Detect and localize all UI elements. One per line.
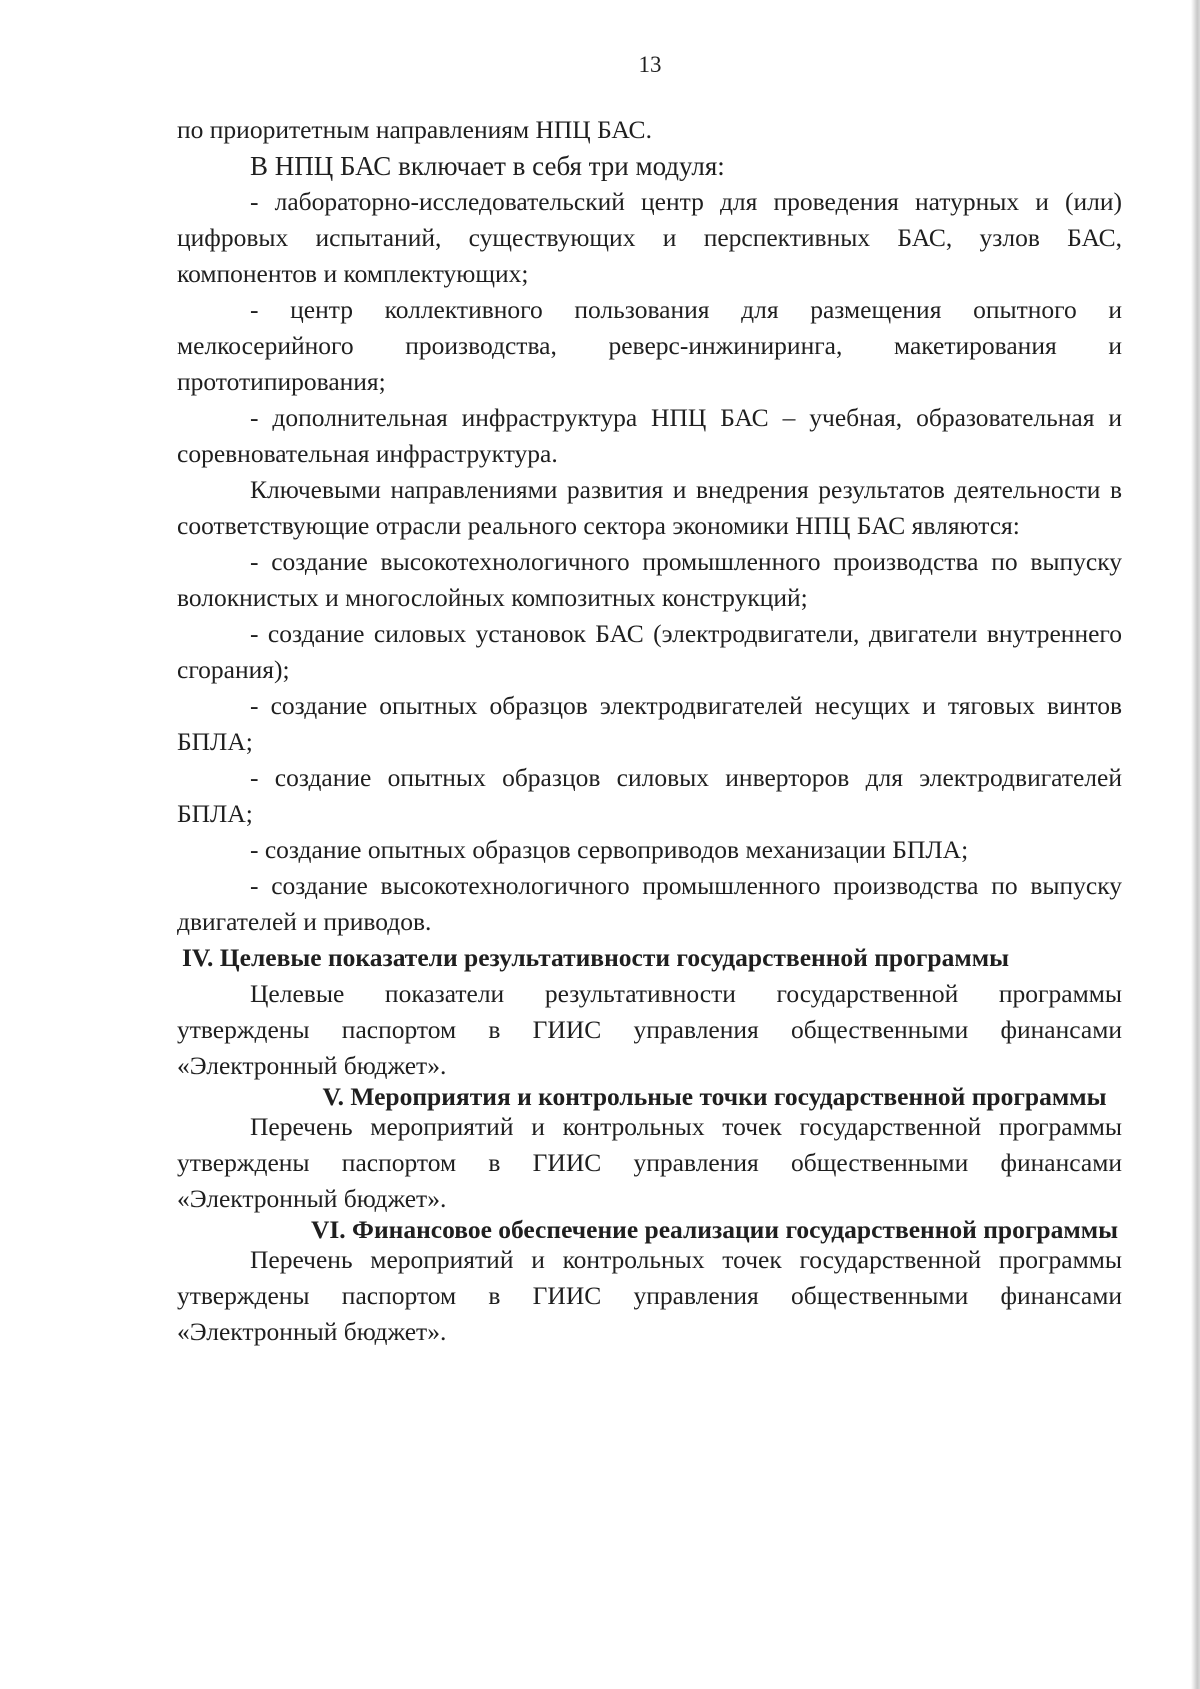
list-item-engines-production: - создание высокотехнологичного промышленного производства по выпуску двигателей и приводов. — [177, 871, 1122, 936]
list-item-power-units: - создание силовых установок БАС (электродвигатели, двигатели внутреннего сгорания); — [177, 619, 1122, 684]
section-text-iv: Целевые показатели результативности государственной программы утверждены паспортом в ГИИС управления общественными финансами «Электронный бюджет». — [177, 979, 1122, 1080]
scan-edge-shadow — [1191, 0, 1200, 1689]
list-item-inverters: - создание опытных образцов силовых инверторов для электродвигателей БПЛА; — [177, 763, 1122, 828]
section-text-v: Перечень мероприятий и контрольных точек государственной программы утверждены паспортом в ГИИС управления общественными финансами «Электронный бюджет». — [177, 1112, 1122, 1213]
section-heading-v: V. Мероприятия и контрольные точки государственной программы — [322, 1082, 1107, 1111]
paragraph-key-directions: Ключевыми направлениями развития и внедрения результатов деятельности в соответствующие отрасли реального сектора экономики НПЦ БАС являются: — [177, 475, 1122, 540]
list-item-collective-center: - центр коллективного пользования для размещения опытного и мелкосерийного производства, реверс-инжиниринга, макетирования и прототипирования; — [177, 295, 1122, 396]
list-item-electric-motors: - создание опытных образцов электродвигателей несущих и тяговых винтов БПЛА; — [177, 691, 1122, 756]
section-text-vi: Перечень мероприятий и контрольных точек государственной программы утверждены паспортом в ГИИС управления общественными финансами «Электронный бюджет». — [177, 1245, 1122, 1346]
page-number: 13 — [638, 52, 662, 77]
list-item-composites: - создание высокотехнологичного промышленного производства по выпуску волокнистых и многослойных композитных конструкций; — [177, 547, 1122, 612]
section-heading-iv: IV. Целевые показатели результативности государственной программы — [182, 943, 1009, 972]
paragraph-continuation: по приоритетным направлениям НПЦ БАС. — [177, 115, 652, 144]
document-body — [177, 112, 1122, 1350]
list-item-infrastructure: - дополнительная инфраструктура НПЦ БАС – учебная, образовательная и соревновательная инфраструктура. — [177, 403, 1122, 468]
list-item-servo-drives: - создание опытных образцов сервоприводов механизации БПЛА; — [250, 835, 969, 864]
list-item-lab-center: - лабораторно-исследовательский центр для проведения натурных и (или) цифровых испытаний, существующих и перспективных БАС, узлов БАС, компонентов и комплектующих; — [177, 187, 1122, 288]
section-heading-vi: VI. Финансовое обеспечение реализации государственной программы — [310, 1215, 1119, 1244]
paragraph-modules-intro: В НПЦ БАС включает в себя три модуля: — [250, 151, 725, 181]
